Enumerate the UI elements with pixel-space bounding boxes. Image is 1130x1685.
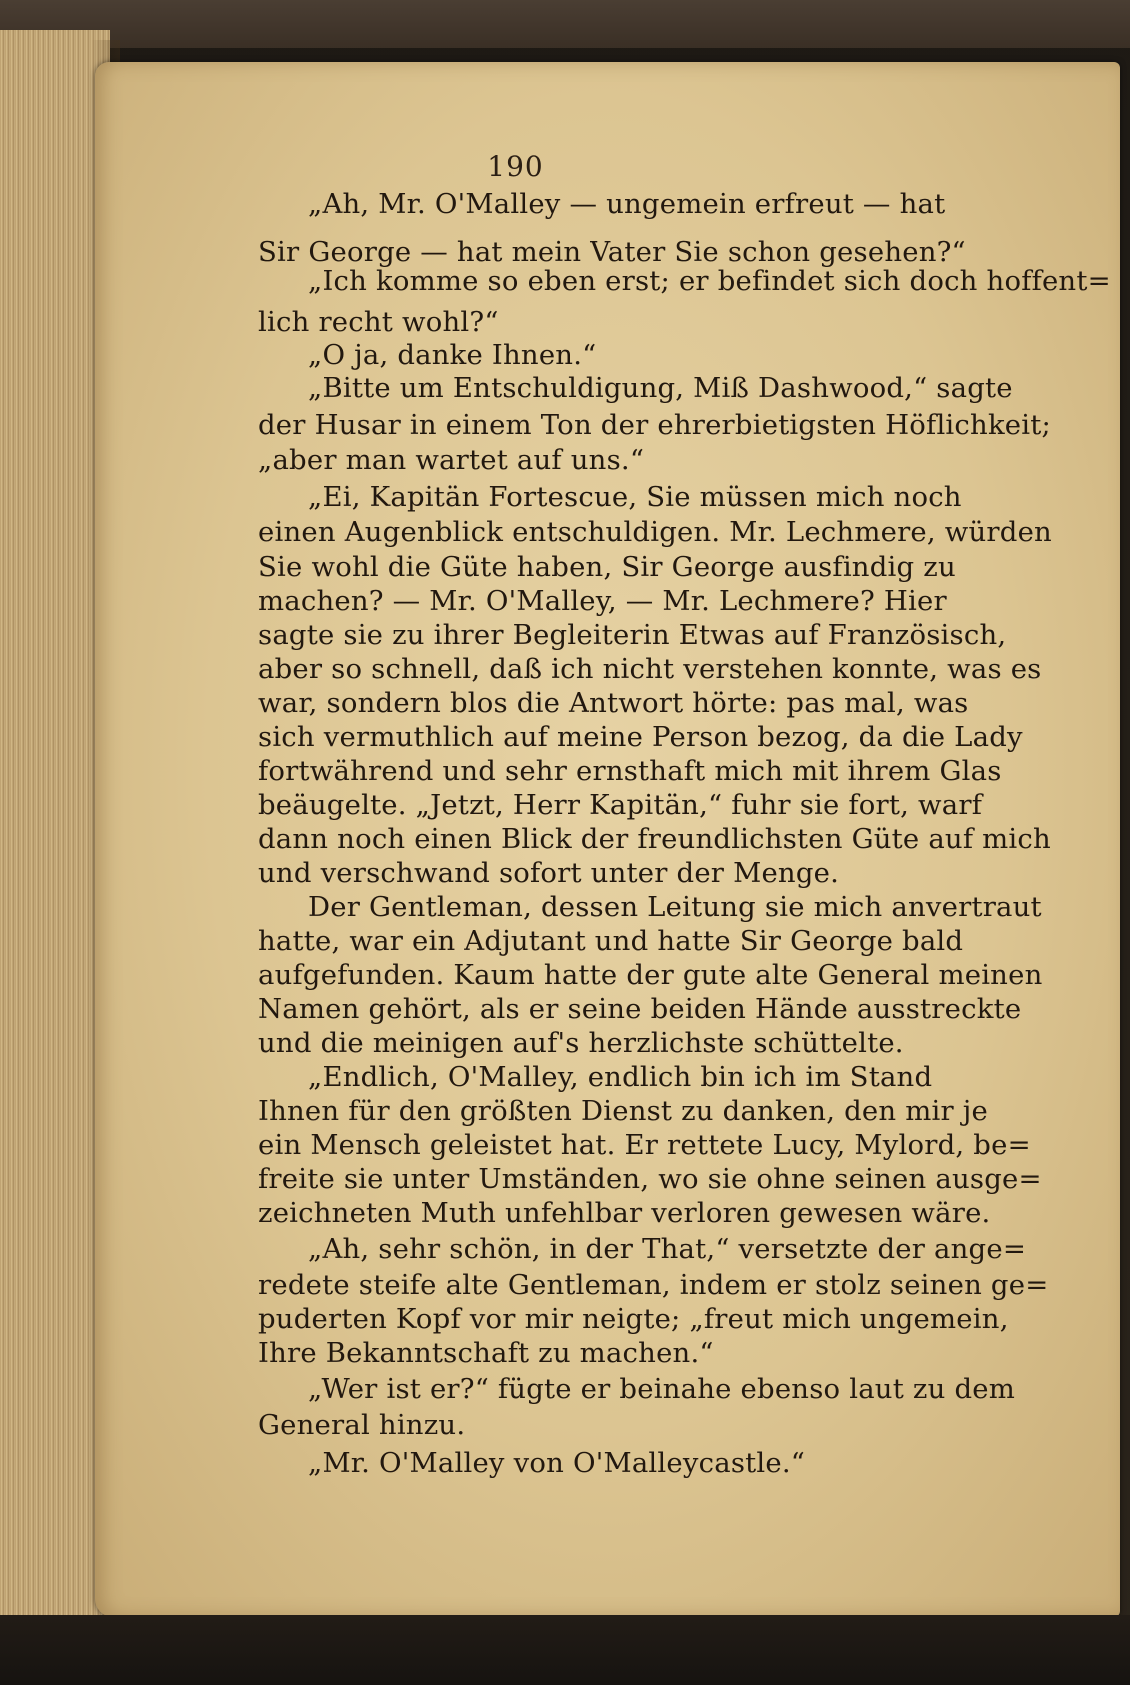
text-line: Ihnen für den größten Dienst zu danken, den mir je [258,1095,988,1127]
text-line: „Ah, Mr. O'Malley — ungemein erfreut — hat [308,188,946,220]
text-line: fortwährend und sehr ernsthaft mich mit ihrem Glas [258,755,1002,787]
text-line: „Bitte um Entschuldigung, Miß Dashwood,“ sagte [308,372,1013,404]
text-line: puderten Kopf vor mir neigte; „freut mich ungemein, [258,1303,1009,1335]
text-line: „Ich komme so eben erst; er befindet sich doch hoffent= [308,265,1111,297]
text-line: lich recht wohl?“ [258,306,499,338]
text-line: Namen gehört, als er seine beiden Hände ausstreckte [258,993,1022,1025]
text-line: Ihre Bekanntschaft zu machen.“ [258,1337,714,1369]
text-line: Sir George — hat mein Vater Sie schon gesehen?“ [258,236,966,268]
text-line: aufgefunden. Kaum hatte der gute alte General meinen [258,959,1043,991]
text-line: beäugelte. „Jetzt, Herr Kapitän,“ fuhr sie fort, warf [258,789,983,821]
text-line: sagte sie zu ihrer Begleiterin Etwas auf Französisch, [258,619,1007,651]
text-line: freite sie unter Umständen, wo sie ohne seinen ausge= [258,1163,1042,1195]
text-line: machen? — Mr. O'Malley, — Mr. Lechmere? Hier [258,585,947,617]
text-line: „Mr. O'Malley von O'Malleycastle.“ [308,1447,806,1479]
text-line: dann noch einen Blick der freundlichsten Güte auf mich [258,823,1051,855]
text-line: aber so schnell, daß ich nicht verstehen konnte, was es [258,653,1042,685]
text-line: der Husar in einem Ton der ehrerbietigsten Höflichkeit; [258,409,1051,441]
page-number: 190 [487,150,544,183]
text-line: war, sondern blos die Antwort hörte: pas mal, was [258,687,969,719]
text-line: redete steife alte Gentleman, indem er stolz seinen ge= [258,1269,1049,1301]
text-line: Der Gentleman, dessen Leitung sie mich anvertraut [308,891,1042,923]
text-line: „Ei, Kapitän Fortescue, Sie müssen mich noch [308,481,962,513]
text-line: „Ah, sehr schön, in der That,“ versetzte der ange= [308,1233,1027,1265]
text-line: und verschwand sofort unter der Menge. [258,857,840,889]
text-line: „Wer ist er?“ fügte er beinahe ebenso laut zu dem [308,1373,1016,1405]
text-line: zeichneten Muth unfehlbar verloren gewesen wäre. [258,1197,991,1229]
text-line: und die meinigen auf's herzlichste schüttelte. [258,1027,904,1059]
text-line: einen Augenblick entschuldigen. Mr. Lechmere, würden [258,516,1052,548]
text-line: General hinzu. [258,1409,466,1441]
text-line: sich vermuthlich auf meine Person bezog, da die Lady [258,721,1023,753]
text-line: ein Mensch geleistet hat. Er rettete Lucy, Mylord, be= [258,1129,1031,1161]
book-cover-top [0,0,1130,48]
text-line: „Endlich, O'Malley, endlich bin ich im Stand [308,1061,933,1093]
text-line: hatte, war ein Adjutant und hatte Sir George bald [258,925,964,957]
text-line: „aber man wartet auf uns.“ [258,444,645,476]
text-line: Sie wohl die Güte haben, Sir George ausfindig zu [258,551,956,583]
text-line: „O ja, danke Ihnen.“ [308,339,597,371]
book-cover-bottom [0,1615,1130,1685]
